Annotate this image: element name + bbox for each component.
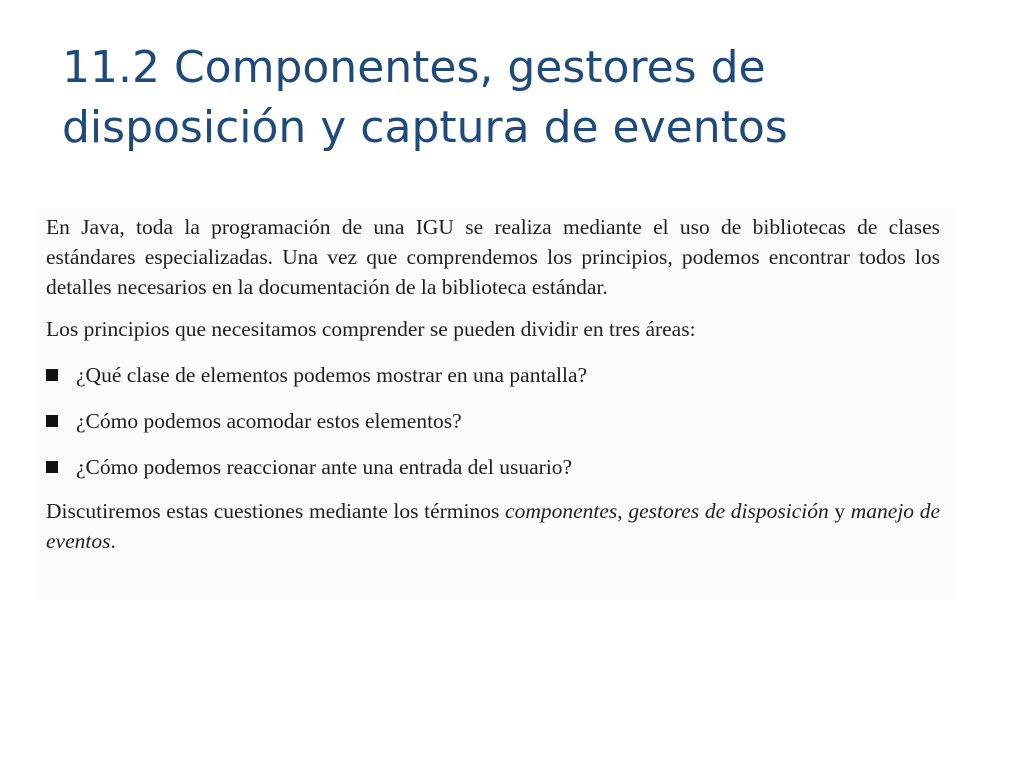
slide-title — [62, 38, 962, 158]
book-excerpt-image — [36, 208, 956, 600]
term-layout-managers: gestores de disposición — [628, 499, 829, 523]
excerpt-paragraph-areas: Los principios que necesitamos comprender se pueden dividir en tres áreas: — [46, 317, 696, 341]
excerpt-paragraph-closing — [46, 496, 940, 556]
excerpt-paragraph-intro: En Java, toda la programación de una IGU se realiza mediante el uso de bibliotecas de clases estándares especializadas. Una vez que comprendemos los principios, podemos encontrar todos los detalles necesarios en la documentación de la biblioteca estándar. — [46, 215, 940, 299]
list-item-text: ¿Cómo podemos acomodar estos elementos? — [76, 409, 462, 433]
list-item-text: ¿Qué clase de elementos podemos mostrar en una pantalla? — [76, 363, 588, 387]
square-bullet-icon — [46, 369, 58, 381]
closing-text-1: Discutiremos estas cuestiones mediante los términos — [46, 499, 506, 523]
list-item — [46, 444, 940, 490]
closing-text-4: . — [110, 529, 116, 553]
closing-text-3: y — [828, 499, 851, 523]
closing-text-2: , — [617, 499, 629, 523]
areas-list — [46, 352, 940, 490]
slide-title-line-2: disposición y captura de eventos — [62, 102, 788, 153]
term-event-handling: manejo de eventos — [46, 499, 940, 553]
term-components: componentes — [505, 499, 618, 523]
square-bullet-icon — [46, 415, 58, 427]
list-item — [46, 398, 940, 444]
list-item-text: ¿Cómo podemos reaccionar ante una entrada del usuario? — [76, 455, 573, 479]
slide-title-line-1: 11.2 Componentes, gestores de — [62, 42, 766, 93]
list-item — [46, 352, 940, 398]
square-bullet-icon — [46, 461, 58, 473]
